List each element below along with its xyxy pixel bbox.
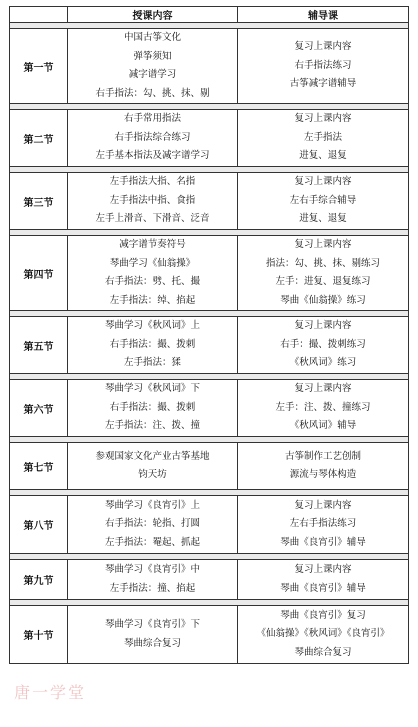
tutoring-line: 古筝减字谱辅导 <box>289 78 357 90</box>
tutoring-cell <box>238 443 409 490</box>
tutoring-line: 《秋风词》辅导 <box>289 420 357 432</box>
teaching-content-cell <box>68 443 238 490</box>
tutoring-line: 左右手综合辅导 <box>289 194 357 206</box>
teaching-line: 左手上滑音、下滑音、泛音 <box>95 213 210 225</box>
tutoring-line: 琴曲综合复习 <box>294 646 352 658</box>
tutoring-cell <box>238 173 409 230</box>
tutoring-cell <box>238 560 409 600</box>
teaching-content-cell <box>68 606 238 664</box>
table-row <box>10 380 409 437</box>
table-row <box>10 173 409 230</box>
tutoring-line: 左手指法 <box>303 131 342 143</box>
teaching-line: 左手指法大指、名指 <box>109 176 196 188</box>
teaching-content-cell <box>68 173 238 230</box>
teaching-content-cell <box>68 29 238 104</box>
tutoring-cell <box>238 380 409 437</box>
tutoring-cell <box>238 110 409 167</box>
lesson-label: 第五节 <box>10 317 68 374</box>
lesson-label: 第八节 <box>10 496 68 554</box>
teaching-line: 左手指法：撞、掐起 <box>109 582 196 594</box>
teaching-content-cell <box>68 380 238 437</box>
teaching-line: 右手指法：劈、托、撮 <box>104 276 200 287</box>
header-teaching-content: 授课内容 <box>68 7 238 23</box>
teaching-line: 左手指法：绰、掐起 <box>109 294 196 306</box>
teaching-content-cell <box>68 236 238 311</box>
teaching-line: 左手基本指法及减字谱学习 <box>95 150 210 162</box>
tutoring-cell <box>238 236 409 311</box>
lesson-label: 第一节 <box>10 29 68 104</box>
tutoring-line: 琴曲《仙翁操》练习 <box>280 294 366 306</box>
teaching-line: 右手常用指法 <box>123 113 181 125</box>
tutoring-line: 左手：注、拨、撞练习 <box>275 401 371 413</box>
tutoring-line: 《秋风词》练习 <box>289 357 357 369</box>
table-row <box>10 110 409 167</box>
teaching-line: 琴曲学习《良宵引》上 <box>104 499 200 511</box>
teaching-line: 琴曲学习《良宵引》中 <box>104 564 200 575</box>
lesson-label: 第十节 <box>10 606 68 664</box>
tutoring-cell <box>238 317 409 374</box>
lesson-label: 第九节 <box>10 560 68 600</box>
tutoring-line: 复习上课内容 <box>294 239 352 250</box>
table-row <box>10 443 409 490</box>
table-row <box>10 560 409 600</box>
teaching-line: 右手指法：勾、挑、抹、剔 <box>95 87 210 99</box>
teaching-line: 参观国家文化产业古筝基地 <box>95 450 210 462</box>
tutoring-line: 复习上课内容 <box>294 564 352 575</box>
tutoring-line: 源流与琴体构造 <box>289 469 357 480</box>
tutoring-line: 复习上课内容 <box>294 41 352 53</box>
teaching-line: 中国古筝文化 <box>123 32 181 43</box>
tutoring-line: 左右手指法练习 <box>289 518 357 530</box>
tutoring-line: 琴曲《良宵引》辅导 <box>280 536 366 548</box>
lesson-label: 第二节 <box>10 110 68 167</box>
teaching-content-cell <box>68 110 238 167</box>
lesson-label: 第三节 <box>10 173 68 230</box>
course-schedule-table <box>9 6 409 664</box>
tutoring-line: 右手：撮、拨刺练习 <box>280 338 366 350</box>
tutoring-cell <box>238 496 409 554</box>
teaching-line: 琴曲综合复习 <box>123 637 181 649</box>
teaching-line: 弹筝须知 <box>133 50 172 62</box>
tutoring-line: 复习上课内容 <box>294 320 352 332</box>
tutoring-line: 琴曲《良宵引》复习 <box>280 609 366 621</box>
teaching-line: 左手指法中指、食指 <box>109 194 196 206</box>
watermark: 唐一学堂 <box>14 683 87 702</box>
tutoring-line: 左手：进复、退复练习 <box>275 276 371 287</box>
header-lesson <box>10 7 68 23</box>
teaching-line: 减字谱节奏符号 <box>119 239 186 250</box>
tutoring-line: 复习上课内容 <box>294 113 352 125</box>
table-row <box>10 29 409 104</box>
teaching-line: 左手指法：猱 <box>123 357 181 369</box>
table-body <box>10 23 409 664</box>
tutoring-cell <box>238 606 409 664</box>
tutoring-line: 《仙翁操》《秋风词》《良宵引》 <box>256 628 390 640</box>
teaching-line: 左手指法：注、拨、撞 <box>104 420 200 432</box>
header-tutoring: 辅导课 <box>238 7 409 23</box>
teaching-line: 琴曲学习《秋风词》上 <box>104 320 200 332</box>
teaching-line: 右手指法：轮指、打圆 <box>104 518 200 530</box>
tutoring-line: 右手指法练习 <box>294 59 352 71</box>
teaching-line: 琴曲学习《良宵引》下 <box>104 619 200 630</box>
table-row <box>10 317 409 374</box>
teaching-content-cell <box>68 496 238 554</box>
teaching-line: 左手指法：罨起、抓起 <box>104 536 200 548</box>
teaching-line: 琴曲学习《仙翁操》 <box>109 257 196 269</box>
table-row <box>10 236 409 311</box>
header-row <box>10 7 409 23</box>
teaching-line: 琴曲学习《秋风词》下 <box>104 383 200 395</box>
lesson-label: 第七节 <box>10 443 68 490</box>
tutoring-line: 古筝制作工艺创制 <box>284 450 361 462</box>
lesson-label: 第六节 <box>10 380 68 437</box>
teaching-line: 右手指法综合练习 <box>114 131 191 143</box>
teaching-line: 右手指法：撮、拨刺 <box>109 401 196 413</box>
tutoring-line: 指法：勾、挑、抹、剔练习 <box>265 257 380 269</box>
tutoring-line: 进复、退复 <box>299 150 347 162</box>
teaching-line: 减字谱学习 <box>128 69 177 80</box>
table-row <box>10 496 409 554</box>
tutoring-line: 进复、退复 <box>299 213 347 225</box>
table-row <box>10 606 409 664</box>
tutoring-cell <box>238 29 409 104</box>
teaching-line: 钧天坊 <box>138 469 167 480</box>
tutoring-line: 复习上课内容 <box>294 383 352 395</box>
teaching-content-cell <box>68 560 238 600</box>
tutoring-line: 琴曲《良宵引》辅导 <box>280 582 366 594</box>
teaching-line: 右手指法：撮、拨刺 <box>109 338 196 350</box>
teaching-content-cell <box>68 317 238 374</box>
lesson-label: 第四节 <box>10 236 68 311</box>
tutoring-line: 复习上课内容 <box>294 176 352 188</box>
tutoring-line: 复习上课内容 <box>294 499 352 511</box>
table-header <box>10 7 409 23</box>
